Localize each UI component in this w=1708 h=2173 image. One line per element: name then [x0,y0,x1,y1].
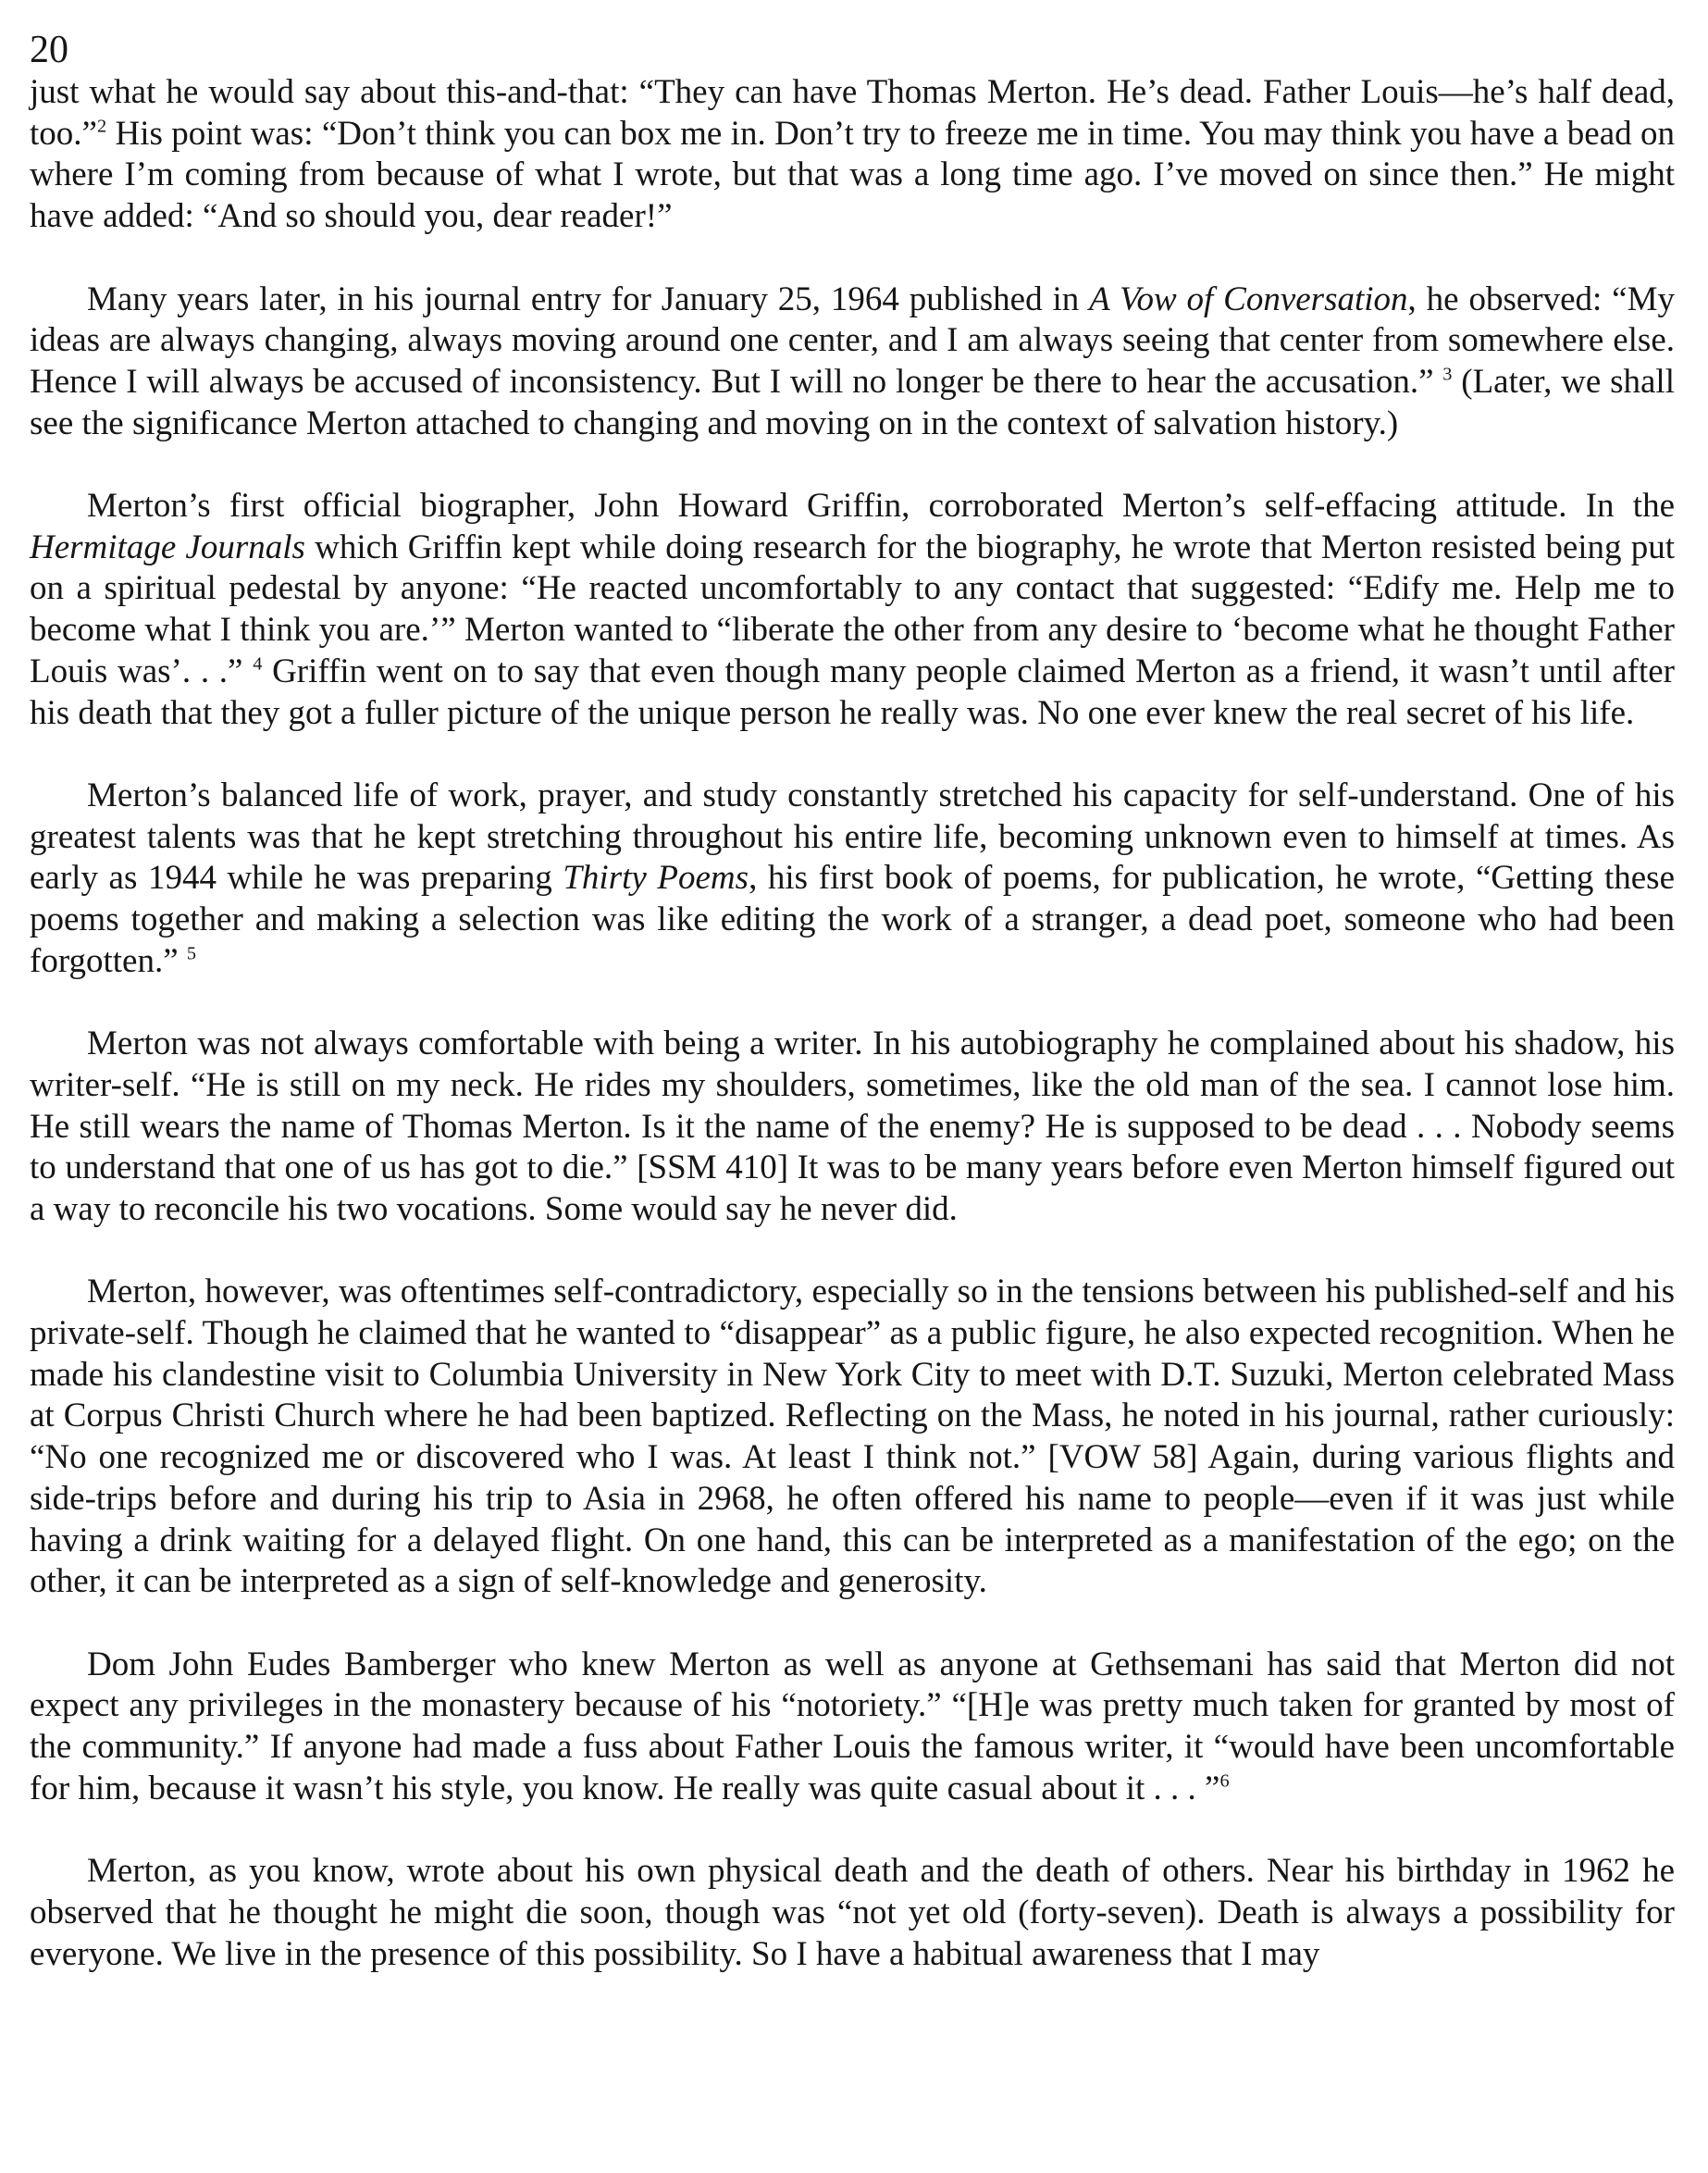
paragraph [30,72,1675,238]
text-run: Merton, however, was oftentimes self-contradictory, especially so in the tensions between his published-self and his private-self. Though he claimed that he wanted to “disappear” as a public figure, he also expected recognition. When he made his clandestine visit to Columbia University in New York City to meet with D.T. Suzuki, Merton celebrated Mass at Corpus Christi Church where he had been baptized. Reflecting on the Mass, he noted in his journal, rather curiously: “No one recognized me or discovered who I was. At least I think not.” [VOW 58] Again, during various flights and side-trips before and during his trip to Asia in 2968, he often offered his name to people—even if it was just while having a drink waiting for a delayed flight. On one hand, this can be interpreted as a manifestation of the ego; on the other, it can be interpreted as a sign of self-knowledge and generosity. [30,1273,1675,1601]
book-title: A Vow of Conversation [1089,279,1408,318]
text-run: Merton, as you know, wrote about his own physical death and the death of others. Near his birthday in 1962 he observed that he thought he might die soon, though was “not yet old (forty-seven). Death is always a possibility for everyone. We live in the presence of this possibility. So I have a habitual awareness that I may [30,1852,1675,1973]
paragraph [30,1272,1675,1603]
text-run: Griffin went on to say that even though many people claimed Merton as a friend, it wasn’t until after his death that they got a fuller picture of the unique person he really was. No one ever knew the real secret of his life. [30,652,1675,732]
body-text [30,72,1675,1975]
paragraph [30,279,1675,445]
text-run: , his first book of poems, for publication, he wrote, “Getting these poems together and making a selection was like editing the work of a stranger, a dead poet, someone who had been forgotten.” [30,859,1675,980]
paragraph [30,1024,1675,1231]
paragraph [30,1645,1675,1810]
text-run: (Later, we shall see the significance Merton attached to changing and moving on in the context of salvation history.) [30,362,1675,442]
text-run: just what he would say about this-and-that: “They can have Thomas Merton. He’s dead. Father Louis—he’s half dead, too.” [30,73,1675,153]
book-title: Thirty Poems [563,859,749,898]
footnote-marker: 2 [96,116,107,137]
book-title: Hermitage Journals [30,528,305,566]
text-run: , he observed: “My ideas are always changing, always moving around one center, and I am always seeing that center from somewhere else. Hence I will always be accused of inconsistency. But I will no longer be there to hear the accusation.” [30,279,1675,401]
document-page [30,28,1675,1975]
footnote-marker: 6 [1219,1770,1230,1792]
paragraph [30,776,1675,983]
paragraph [30,486,1675,734]
text-run: Merton was not always comfortable with being a writer. In his autobiography he complained about his shadow, his writer-self. “He is still on my neck. He rides my shoulders, sometimes, like the old man of the sea. I cannot lose him. He still wears the name of Thomas Merton. Is it the name of the enemy? He is supposed to be dead . . . Nobody seems to understand that one of us has got to die.” [SSM 410] It was to be many years before even Merton himself figured out a way to reconcile his two vocations. Some would say he never did. [30,1024,1675,1228]
footnote-marker: 3 [1442,364,1453,385]
paragraph [30,1851,1675,1975]
footnote-marker: 5 [186,943,197,964]
text-run: which Griffin kept while doing research for the biography, he wrote that Merton resisted being put on a spiritual pedestal by anyone: “He reacted uncomfortably to any contact that suggested: “Edify me. Help me to become what I think you are.’” Merton wanted to “liberate the other from any desire to ‘become what he thought Father Louis was’. . .” [30,528,1675,690]
footnote-marker: 4 [253,653,263,675]
text-run: Dom John Eudes Bamberger who knew Merton as well as anyone at Gethsemani has said that Merton did not expect any privileges in the monastery because of his “notoriety.” “[H]e was pretty much taken for granted by most of the community.” If anyone had made a fuss about Father Louis the famous writer, it “would have been uncomfortable for him, because it wasn’t his style, you know. He really was quite casual about it . . . ” [30,1645,1675,1807]
page-number: 20 [30,29,68,71]
text-run: Many years later, in his journal entry for January 25, 1964 published in [87,279,1090,318]
text-run: His point was: “Don’t think you can box me in. Don’t try to freeze me in time. You may think you have a bead on where I’m coming from because of what I wrote, but that was a long time ago. I’ve moved on since then.” He might have added: “And so should you, dear reader!” [30,114,1675,236]
text-run: Merton’s balanced life of work, prayer, and study constantly stretched his capacity for self-understand. One of his greatest talents was that he kept stretching throughout his entire life, becoming unknown even to himself at times. As early as 1944 while he was preparing [30,776,1675,898]
text-run: Merton’s first official biographer, John Howard Griffin, corroborated Merton’s self-effacing attitude. In the [87,487,1675,525]
